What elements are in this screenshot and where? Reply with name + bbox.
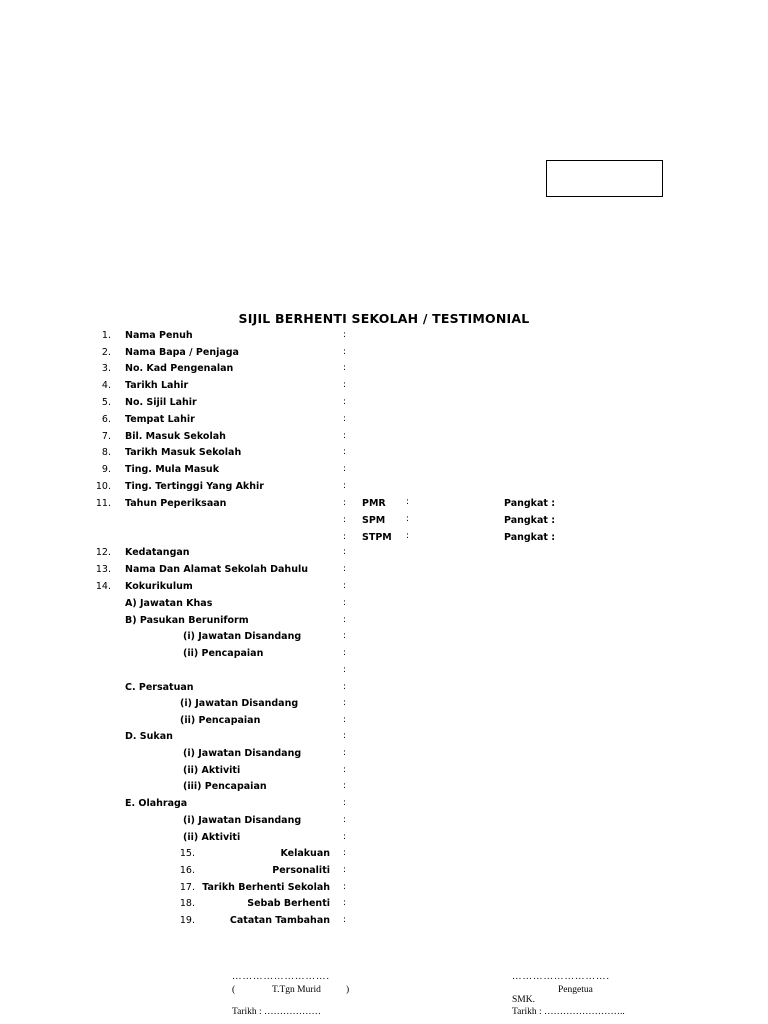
field-number: 9. bbox=[101, 464, 111, 475]
koku-d-jawatan: (i) Jawatan Disandang bbox=[183, 748, 302, 759]
field-colon: : bbox=[343, 698, 347, 708]
field-label-kad-pengenalan: No. Kad Pengenalan bbox=[125, 363, 234, 374]
field-label-tahun-peperiksaan: Tahun Peperiksaan bbox=[125, 498, 227, 509]
principal-date: Tarikh : …………………….. bbox=[512, 1007, 625, 1017]
field-number: 13. bbox=[95, 564, 111, 575]
field-colon: : bbox=[343, 648, 347, 658]
field-colon: : bbox=[343, 882, 347, 892]
field-label-kedatangan: Kedatangan bbox=[125, 547, 190, 558]
field-colon: : bbox=[343, 515, 347, 525]
field-label-sijil-lahir: No. Sijil Lahir bbox=[125, 397, 197, 408]
koku-b-jawatan: (i) Jawatan Disandang bbox=[183, 631, 302, 642]
koku-d-pencapaian: (iii) Pencapaian bbox=[183, 781, 267, 792]
koku-e-jawatan: (i) Jawatan Disandang bbox=[183, 815, 302, 826]
field-label-sebab-berhenti: Sebab Berhenti bbox=[247, 898, 330, 909]
field-colon: : bbox=[343, 547, 347, 557]
field-label-personaliti: Personaliti bbox=[272, 865, 330, 876]
field-colon: : bbox=[343, 915, 347, 925]
signature-open-paren: ( bbox=[232, 985, 236, 995]
field-number: 8. bbox=[101, 447, 111, 458]
field-label-bil-masuk: Bil. Masuk Sekolah bbox=[125, 431, 226, 442]
field-label-tempat-lahir: Tempat Lahir bbox=[125, 414, 195, 425]
exam-spm: SPM bbox=[362, 515, 386, 526]
field-number: 14. bbox=[95, 581, 111, 592]
field-colon: : bbox=[343, 781, 347, 791]
field-number: 15. bbox=[179, 848, 195, 859]
field-colon: : bbox=[343, 832, 347, 842]
student-signature-line: ………………………. bbox=[232, 972, 330, 982]
field-number: 19. bbox=[179, 915, 195, 926]
exam-spm-pangkat: Pangkat : bbox=[504, 515, 556, 526]
field-colon: : bbox=[343, 498, 347, 508]
koku-olahraga: E. Olahraga bbox=[125, 798, 188, 809]
principal-role: Pengetua bbox=[558, 985, 593, 995]
field-colon: : bbox=[343, 598, 347, 608]
signature-close-paren: ) bbox=[346, 985, 350, 995]
field-number: 7. bbox=[101, 431, 111, 442]
field-number: 18. bbox=[179, 898, 195, 909]
field-colon: : bbox=[343, 481, 347, 491]
field-colon: : bbox=[343, 665, 347, 675]
field-colon: : bbox=[343, 363, 347, 373]
exam-colon: : bbox=[406, 497, 410, 507]
field-colon: : bbox=[343, 464, 347, 474]
student-signature-label: T.Tgn Murid bbox=[272, 985, 321, 995]
field-number: 11. bbox=[95, 498, 111, 509]
field-colon: : bbox=[343, 848, 347, 858]
principal-signature-line: ………………………. bbox=[512, 972, 610, 982]
field-number: 6. bbox=[101, 414, 111, 425]
field-colon: : bbox=[343, 414, 347, 424]
field-colon: : bbox=[343, 532, 347, 542]
field-colon: : bbox=[343, 731, 347, 741]
field-colon: : bbox=[343, 380, 347, 390]
field-number: 3. bbox=[101, 363, 111, 374]
field-label-tarikh-berhenti: Tarikh Berhenti Sekolah bbox=[202, 882, 330, 893]
exam-colon: : bbox=[406, 514, 410, 524]
field-colon: : bbox=[343, 898, 347, 908]
field-label-nama-bapa: Nama Bapa / Penjaga bbox=[125, 347, 239, 358]
field-label-kokurikulum: Kokurikulum bbox=[125, 581, 193, 592]
field-colon: : bbox=[343, 581, 347, 591]
koku-c-jawatan: (i) Jawatan Disandang bbox=[180, 698, 299, 709]
exam-colon: : bbox=[406, 531, 410, 541]
koku-e-aktiviti: (ii) Aktiviti bbox=[183, 832, 241, 843]
field-colon: : bbox=[343, 765, 347, 775]
reference-number-box bbox=[546, 160, 663, 197]
field-colon: : bbox=[343, 564, 347, 574]
field-number: 10. bbox=[95, 481, 111, 492]
field-colon: : bbox=[343, 865, 347, 875]
field-colon: : bbox=[343, 330, 347, 340]
field-colon: : bbox=[343, 631, 347, 641]
document-title: SIJIL BERHENTI SEKOLAH / TESTIMONIAL bbox=[238, 311, 530, 326]
field-colon: : bbox=[343, 798, 347, 808]
koku-d-aktiviti: (ii) Aktiviti bbox=[183, 765, 241, 776]
koku-jawatan-khas: A) Jawatan Khas bbox=[125, 598, 213, 609]
exam-pmr-pangkat: Pangkat : bbox=[504, 498, 556, 509]
exam-stpm-pangkat: Pangkat : bbox=[504, 532, 556, 543]
field-label-sekolah-dahulu: Nama Dan Alamat Sekolah Dahulu bbox=[125, 564, 308, 575]
field-colon: : bbox=[343, 682, 347, 692]
field-number: 17. bbox=[179, 882, 195, 893]
field-colon: : bbox=[343, 815, 347, 825]
field-colon: : bbox=[343, 397, 347, 407]
field-label-tarikh-lahir: Tarikh Lahir bbox=[125, 380, 189, 391]
field-number: 4. bbox=[101, 380, 111, 391]
koku-c-pencapaian: (ii) Pencapaian bbox=[180, 715, 261, 726]
field-label-nama-penuh: Nama Penuh bbox=[125, 330, 193, 341]
field-colon: : bbox=[343, 347, 347, 357]
koku-sukan: D. Sukan bbox=[125, 731, 173, 742]
field-number: 5. bbox=[101, 397, 111, 408]
field-colon: : bbox=[343, 431, 347, 441]
student-date: Tarikh : ……………… bbox=[232, 1007, 322, 1017]
field-label-ting-tertinggi: Ting. Tertinggi Yang Akhir bbox=[125, 481, 264, 492]
field-colon: : bbox=[343, 715, 347, 725]
field-colon: : bbox=[343, 447, 347, 457]
koku-persatuan: C. Persatuan bbox=[125, 682, 194, 693]
field-label-tarikh-masuk: Tarikh Masuk Sekolah bbox=[125, 447, 242, 458]
field-colon: : bbox=[343, 748, 347, 758]
field-number: 16. bbox=[179, 865, 195, 876]
field-label-kelakuan: Kelakuan bbox=[280, 848, 330, 859]
exam-stpm: STPM bbox=[362, 532, 392, 543]
field-label-catatan-tambahan: Catatan Tambahan bbox=[229, 915, 330, 926]
exam-pmr: PMR bbox=[362, 498, 386, 509]
koku-pasukan-beruniform: B) Pasukan Beruniform bbox=[125, 615, 249, 626]
field-number: 2. bbox=[101, 347, 111, 358]
koku-b-pencapaian: (ii) Pencapaian bbox=[183, 648, 264, 659]
principal-school: SMK. bbox=[512, 995, 535, 1005]
field-colon: : bbox=[343, 615, 347, 625]
field-number: 1. bbox=[101, 330, 111, 341]
field-label-ting-mula: Ting. Mula Masuk bbox=[125, 464, 220, 475]
field-number: 12. bbox=[95, 547, 111, 558]
